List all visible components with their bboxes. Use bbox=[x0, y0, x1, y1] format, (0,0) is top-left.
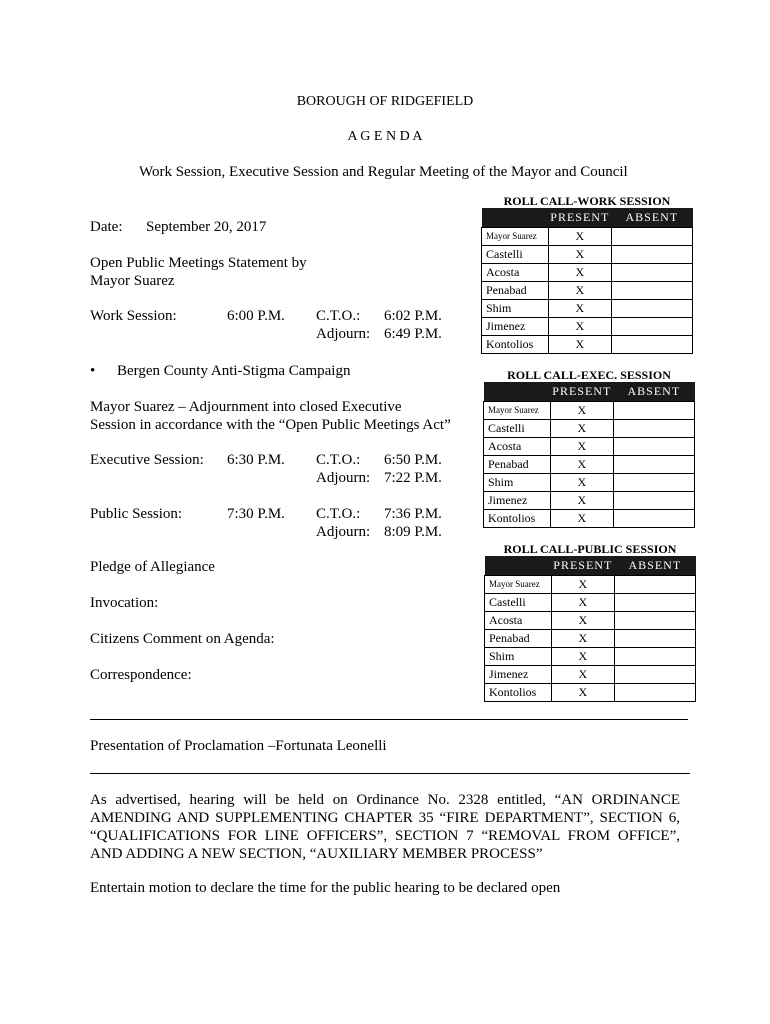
roll-call-exec-table bbox=[483, 382, 695, 528]
table-row bbox=[482, 264, 693, 282]
member-name: Acosta bbox=[482, 264, 549, 282]
correspondence-item: Correspondence: bbox=[90, 667, 192, 683]
public-adjourn-time: 8:09 P.M. bbox=[384, 524, 442, 540]
table-row bbox=[485, 630, 696, 648]
table-row bbox=[482, 282, 693, 300]
member-name: Jimenez bbox=[482, 318, 549, 336]
presentation-item: Presentation of Proclamation –Fortunata Leonelli bbox=[90, 738, 387, 754]
present-header: PRESENT bbox=[551, 556, 614, 576]
work-adjourn-time: 6:49 P.M. bbox=[384, 326, 442, 342]
exec-session-time: 6:30 P.M. bbox=[227, 452, 285, 468]
exec-adjourn-label: Adjourn: bbox=[316, 470, 371, 486]
present-mark: X bbox=[550, 492, 613, 510]
table-row bbox=[484, 474, 695, 492]
opm-statement-line2: Mayor Suarez bbox=[90, 273, 175, 289]
roll-call-work-table bbox=[481, 208, 693, 354]
citizens-comment-item: Citizens Comment on Agenda: bbox=[90, 631, 275, 647]
present-mark: X bbox=[548, 264, 611, 282]
member-name: Penabad bbox=[485, 630, 552, 648]
member-name: Kontolios bbox=[482, 336, 549, 354]
table-row bbox=[482, 336, 693, 354]
pledge-item: Pledge of Allegiance bbox=[90, 559, 215, 575]
member-name: Castelli bbox=[485, 594, 552, 612]
divider-top bbox=[90, 719, 688, 720]
member-name: Penabad bbox=[484, 456, 551, 474]
table-row bbox=[482, 318, 693, 336]
member-name: Mayor Suarez bbox=[482, 228, 549, 246]
table-row bbox=[485, 648, 696, 666]
roll-call-exec-title: ROLL CALL-EXEC. SESSION bbox=[507, 368, 671, 382]
table-row bbox=[485, 612, 696, 630]
date-value: September 20, 2017 bbox=[146, 219, 267, 235]
member-name: Jimenez bbox=[484, 492, 551, 510]
date-label: Date: bbox=[90, 219, 123, 235]
table-row bbox=[485, 666, 696, 684]
present-mark: X bbox=[551, 684, 614, 702]
table-row bbox=[484, 420, 695, 438]
divider-bottom bbox=[90, 773, 690, 774]
present-mark: X bbox=[551, 630, 614, 648]
present-mark: X bbox=[548, 300, 611, 318]
public-cto-label: C.T.O.: bbox=[316, 506, 361, 522]
public-adjourn-label: Adjourn: bbox=[316, 524, 371, 540]
roll-call-header-row bbox=[485, 556, 696, 576]
table-row bbox=[484, 492, 695, 510]
present-mark: X bbox=[550, 474, 613, 492]
table-row bbox=[484, 456, 695, 474]
member-name: Kontolios bbox=[485, 684, 552, 702]
present-mark: X bbox=[551, 594, 614, 612]
roll-call-header-row bbox=[484, 382, 695, 402]
bullet-item: Bergen County Anti-Stigma Campaign bbox=[117, 363, 351, 379]
absent-header: ABSENT bbox=[611, 208, 692, 228]
roll-call-header-row bbox=[482, 208, 693, 228]
work-cto-time: 6:02 P.M. bbox=[384, 308, 442, 324]
bullet-icon: • bbox=[90, 363, 96, 379]
opm-statement-line1: Open Public Meetings Statement by bbox=[90, 255, 307, 271]
table-row bbox=[485, 594, 696, 612]
present-mark: X bbox=[551, 648, 614, 666]
present-mark: X bbox=[550, 510, 613, 528]
table-row bbox=[485, 684, 696, 702]
roll-call-work-title: ROLL CALL-WORK SESSION bbox=[503, 194, 671, 208]
public-cto-time: 7:36 P.M. bbox=[384, 506, 442, 522]
member-name: Acosta bbox=[485, 612, 552, 630]
invocation-item: Invocation: bbox=[90, 595, 159, 611]
table-row bbox=[485, 576, 696, 594]
present-mark: X bbox=[548, 318, 611, 336]
borough-title: BOROUGH OF RIDGEFIELD bbox=[296, 94, 474, 109]
member-name: Acosta bbox=[484, 438, 551, 456]
member-name: Jimenez bbox=[485, 666, 552, 684]
member-name: Mayor Suarez bbox=[484, 402, 551, 420]
present-header: PRESENT bbox=[550, 382, 613, 402]
meeting-subtitle: Work Session, Executive Session and Regular Meeting of the Mayor and Council bbox=[139, 164, 628, 180]
present-mark: X bbox=[551, 612, 614, 630]
public-session-time: 7:30 P.M. bbox=[227, 506, 285, 522]
member-name: Shim bbox=[482, 300, 549, 318]
exec-session-label: Executive Session: bbox=[90, 452, 204, 468]
motion-item: Entertain motion to declare the time for the public hearing to be declared open bbox=[90, 880, 561, 896]
table-row bbox=[482, 300, 693, 318]
table-row bbox=[482, 246, 693, 264]
present-mark: X bbox=[548, 228, 611, 246]
table-row bbox=[482, 228, 693, 246]
absent-header: ABSENT bbox=[613, 382, 694, 402]
present-mark: X bbox=[550, 438, 613, 456]
present-mark: X bbox=[550, 456, 613, 474]
work-adjourn-label: Adjourn: bbox=[316, 326, 371, 342]
present-mark: X bbox=[551, 666, 614, 684]
member-name: Penabad bbox=[482, 282, 549, 300]
exec-adjourn-time: 7:22 P.M. bbox=[384, 470, 442, 486]
present-mark: X bbox=[548, 282, 611, 300]
ordinance-paragraph: As advertised, hearing will be held on Ordinance No. 2328 entitled, “AN ORDINANCE AMENDING AND SUPPLEMENTING CHAPTER 35 “FIRE DEPARTMENT”, SECTION 6, “QUALIFICATIONS FOR LINE OFFICERS”, SECTION 7 “REMOVAL FROM OFFICE”, AND ADDING A NEW SECTION, “AUXILIARY MEMBER PROCESS” bbox=[90, 792, 680, 862]
table-row bbox=[484, 438, 695, 456]
member-name: Shim bbox=[484, 474, 551, 492]
table-row bbox=[484, 402, 695, 420]
present-mark: X bbox=[550, 402, 613, 420]
member-name: Castelli bbox=[482, 246, 549, 264]
member-name: Castelli bbox=[484, 420, 551, 438]
present-mark: X bbox=[550, 420, 613, 438]
member-name: Mayor Suarez bbox=[485, 576, 552, 594]
exec-cto-time: 6:50 P.M. bbox=[384, 452, 442, 468]
absent-header: ABSENT bbox=[614, 556, 695, 576]
member-name: Shim bbox=[485, 648, 552, 666]
adjourn-statement-line2: Session in accordance with the “Open Public Meetings Act” bbox=[90, 417, 451, 433]
present-header: PRESENT bbox=[548, 208, 611, 228]
member-name: Kontolios bbox=[484, 510, 551, 528]
roll-call-public-table bbox=[484, 556, 696, 702]
present-mark: X bbox=[548, 336, 611, 354]
present-mark: X bbox=[551, 576, 614, 594]
present-mark: X bbox=[548, 246, 611, 264]
work-session-label: Work Session: bbox=[90, 308, 177, 324]
work-session-time: 6:00 P.M. bbox=[227, 308, 285, 324]
adjourn-statement-line1: Mayor Suarez – Adjournment into closed Executive bbox=[90, 399, 402, 415]
public-session-label: Public Session: bbox=[90, 506, 183, 522]
agenda-title: A G E N D A bbox=[347, 129, 423, 144]
work-cto-label: C.T.O.: bbox=[316, 308, 361, 324]
exec-cto-label: C.T.O.: bbox=[316, 452, 361, 468]
table-row bbox=[484, 510, 695, 528]
roll-call-public-title: ROLL CALL-PUBLIC SESSION bbox=[503, 542, 677, 556]
